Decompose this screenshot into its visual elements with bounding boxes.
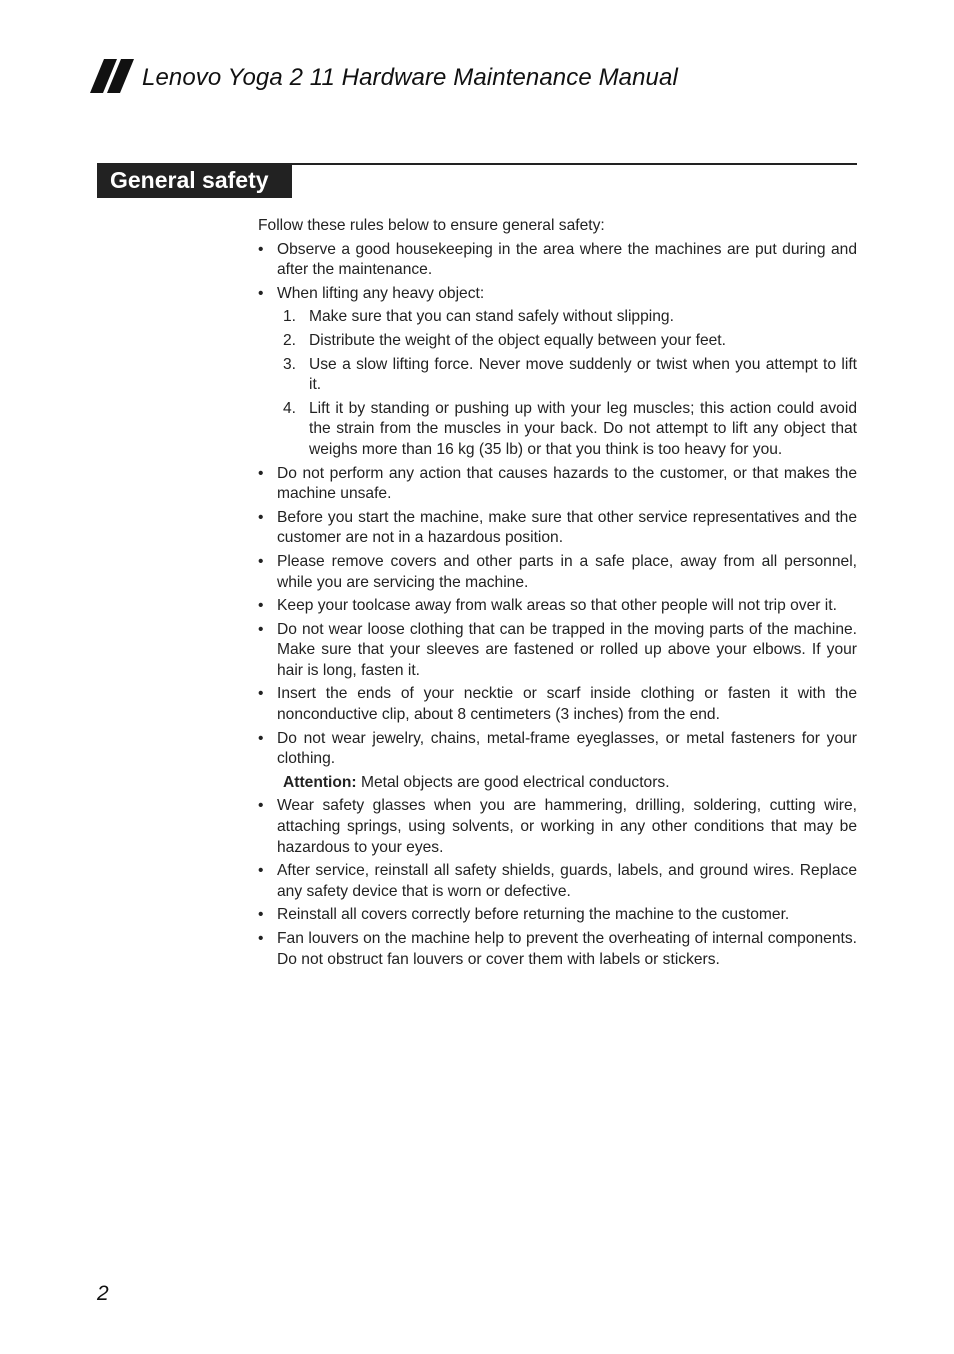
step-text: Distribute the weight of the object equally between your feet. [309,331,726,349]
step-text: Use a slow lifting force. Never move suddenly or twist when you attempt to lift it. [309,355,857,394]
bullet-marker: • [258,906,264,924]
list-item-text: Do not perform any action that causes hazards to the customer, or that makes the machine unsafe. [277,464,857,503]
list-item [258,552,857,593]
bullet-marker: • [258,597,264,615]
step-number: 2. [283,331,297,349]
list-item-text: Observe a good housekeeping in the area where the machines are put during and after the maintenance. [277,240,857,279]
list-item [258,464,857,505]
list-item [258,596,857,617]
bullet-marker: • [258,552,264,570]
bullet-marker: • [258,240,264,258]
double-slash-icon [90,59,136,97]
list-item [258,796,857,858]
attention-note [283,773,857,794]
list-item-text: When lifting any heavy object: [277,284,485,302]
bullet-marker: • [258,930,264,947]
list-item-text: Do not wear jewelry, chains, metal-frame eyeglasses, or metal fasteners for your clothing. [277,729,857,768]
list-item-text: Please remove covers and other parts in a safe place, away from all personnel, while you are servicing the machine. [277,552,857,591]
step-item [277,331,857,352]
list-item-text: After service, reinstall all safety shields, guards, labels, and ground wires. Replace any safety device that is worn or defective. [277,862,857,900]
lifting-steps-list [277,307,857,460]
list-item-text: Before you start the machine, make sure that other service representatives and the customer are not in a hazardous position. [277,508,857,547]
list-item [258,905,857,926]
list-item [258,620,857,682]
bullet-marker: • [258,797,264,815]
step-item [277,355,857,396]
list-item [258,684,857,725]
list-item [258,861,857,902]
list-item [258,284,857,461]
list-item-text: Insert the ends of your necktie or scarf inside clothing or fasten it with the nonconductive clip, about 8 centimeters (3 inches) from the end. [277,685,857,724]
list-item [258,929,857,970]
attention-text: Metal objects are good electrical conductors. [356,773,670,791]
step-text: Make sure that you can stand safely without slipping. [309,308,674,326]
bullet-marker: • [258,464,264,482]
section-heading: General safety [97,163,292,198]
list-item-text: Do not wear loose clothing that can be trapped in the moving parts of the machine. Make sure that your sleeves are fastened or rolled up above your elbows. If your hair is long, fasten it. [277,620,857,679]
bullet-marker: • [258,729,264,747]
step-number: 1. [283,308,297,326]
bullet-marker: • [258,508,264,526]
intro-text: Follow these rules below to ensure general safety: [258,217,605,234]
step-item [277,307,857,328]
safety-rules-list [258,240,857,971]
bullet-marker: • [258,620,264,638]
step-number: 4. [283,399,297,417]
list-item-text: Wear safety glasses when you are hammering, drilling, soldering, cutting wire, attaching springs, using solvents, or working in any other conditions that may be hazardous to your eyes. [277,797,857,856]
bullet-marker: • [258,862,264,880]
bullet-marker: • [258,284,264,302]
list-item-text: Fan louvers on the machine help to prevent the overheating of internal components. Do not obstruct fan louvers or cover them with labels or stickers. [277,930,857,968]
page-header [90,58,678,98]
page-number: 2 [97,1282,109,1305]
document-title: Lenovo Yoga 2 11 Hardware Maintenance Manual [142,64,678,91]
list-item [258,240,857,281]
attention-label: Attention: [283,773,357,791]
step-text: Lift it by standing or pushing up with your leg muscles; this action could avoid the strain from the muscles in your back. Do not attempt to lift any object that weighs more than 16 kg (35 lb) or that you think is too heavy for you. [309,399,857,458]
page-content [258,216,857,973]
list-item [258,508,857,549]
list-item-text: Reinstall all covers correctly before returning the machine to the customer. [277,906,790,924]
list-item-text: Keep your toolcase away from walk areas so that other people will not trip over it. [277,597,837,615]
bullet-marker: • [258,685,264,703]
list-item [258,729,857,794]
step-item [277,399,857,461]
step-number: 3. [283,355,297,373]
